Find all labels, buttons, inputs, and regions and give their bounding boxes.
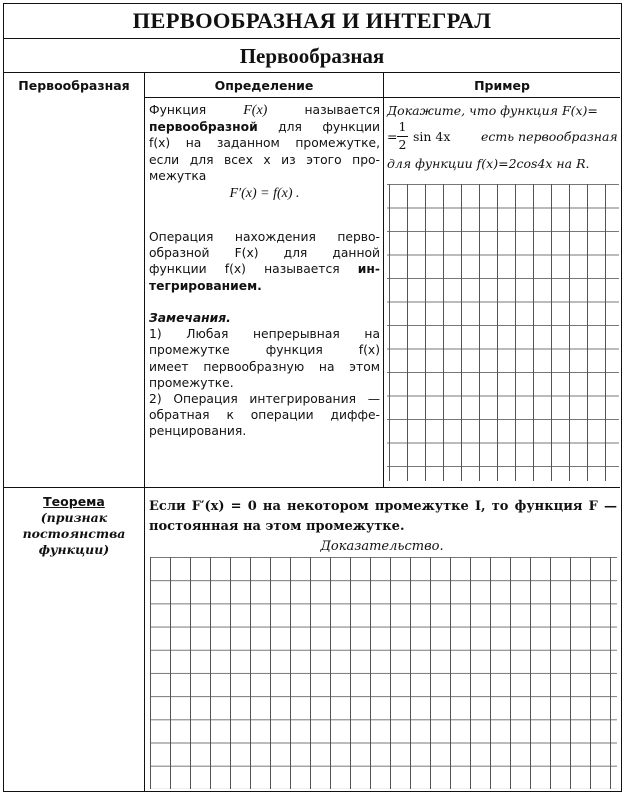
integration-text: Операция нахождения перво- образной F(x) для данной функции f(x) называется ин- тегрированием. (149, 230, 380, 293)
header-divider (144, 97, 620, 98)
definition-formula: F′(x) = f(x) . (229, 186, 300, 202)
definition-text: Функция F(x) называется первообразной для функции f(x) на заданном промежутке, если для всех x из этого про- межутка F′(x) = f(x) . (149, 103, 380, 202)
column-header-example: Пример (474, 78, 530, 93)
example-text: Докажите, что функция F(x)= = 1 2 sin 4x есть первообразная для функции f(x)=2cos4x на R. (387, 103, 618, 171)
remarks-text: Замечания. 1) Любая непрерывная на промежутке функция f(x) имеет первообразную на этом промежутке. 2) Операция интегрирования — обратная к операции диффе- ренцирования. (149, 311, 380, 439)
example-answer-grid[interactable] (387, 184, 619, 481)
example-column-divider (383, 72, 384, 487)
title-divider (4, 38, 620, 39)
label-column-divider (144, 72, 145, 791)
theorem-statement: Если F′(x) = 0 на некотором промежутке I, то функция F — постоянная на этом промежутке. (149, 499, 617, 534)
worksheet-page (3, 3, 622, 792)
proof-label: Доказательство. (320, 539, 444, 554)
proof-answer-grid[interactable] (150, 557, 617, 789)
column-header-definition: Определение (214, 78, 314, 93)
theorem-row-divider (4, 487, 620, 488)
theorem-label: Теорема (признак постоянства функции) (22, 494, 126, 557)
section-divider (4, 72, 620, 73)
section-title: Первообразная (239, 44, 385, 68)
page-title: ПЕРВООБРАЗНАЯ И ИНТЕГРАЛ (132, 8, 492, 33)
row-label-antiderivative: Первообразная (18, 78, 130, 93)
